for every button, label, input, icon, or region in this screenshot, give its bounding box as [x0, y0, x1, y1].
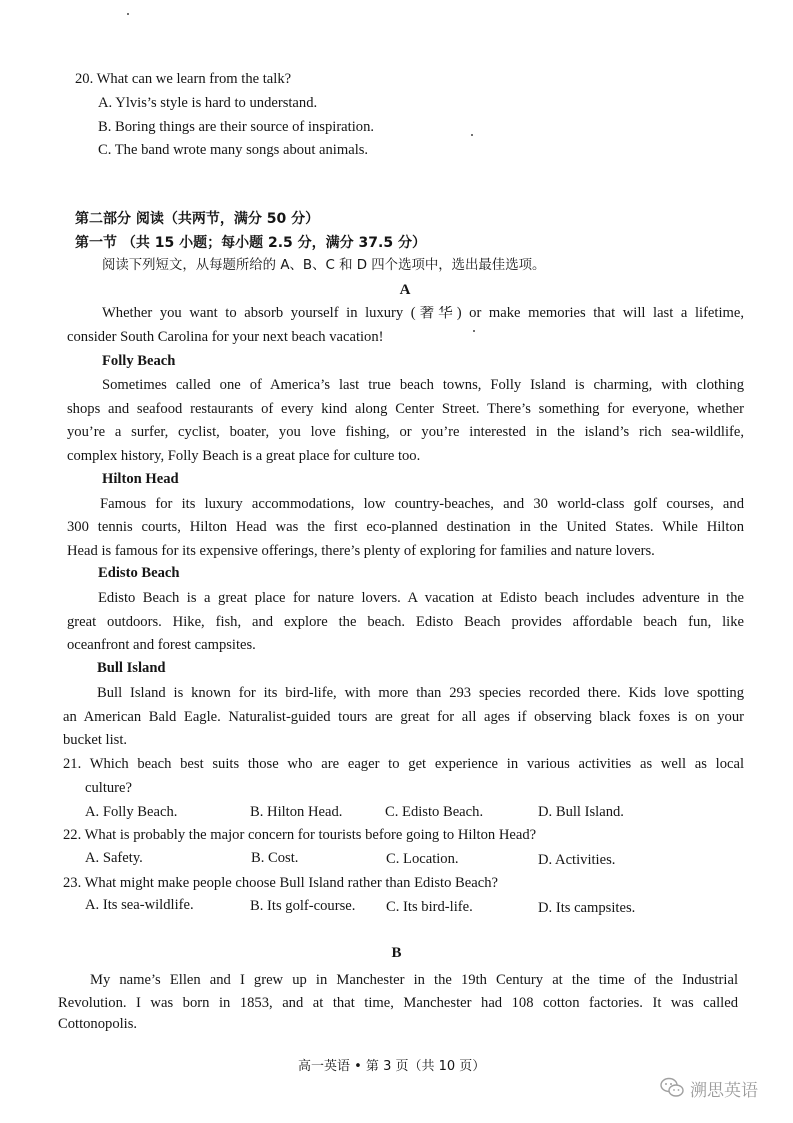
q23-option-b: B. Its golf-course. — [250, 898, 356, 914]
folly-line-3: you’re a surfer, cyclist, boater, you love fishing, or you’re interested in the island’s rich sea-wildlife, — [67, 425, 744, 440]
q22-stem: 22. What is probably the major concern for tourists before going to Hilton Head? — [63, 827, 537, 843]
heading-folly-beach: Folly Beach — [102, 353, 176, 369]
folly-line-2: shops and seafood restaurants of every kind along Center Street. There’s something for everyone, whether — [67, 402, 744, 417]
bull-line-2: an American Bald Eagle. Naturalist-guided tours are great for all ages if observing black foxes is on your — [63, 710, 744, 725]
q22-option-a: A. Safety. — [85, 850, 143, 866]
page-footer: 高一英语 • 第 3 页（共 10 页） — [298, 1059, 486, 1074]
passage-a-letter: A — [399, 282, 411, 298]
passage-a-intro-1: Whether you want to absorb yourself in luxury (奢华) or make memories that will last a lifetime, — [102, 306, 744, 321]
q20-option-c: C. The band wrote many songs about animals. — [98, 142, 369, 158]
q22-option-c: C. Location. — [386, 851, 459, 867]
hilton-line-2: 300 tennis courts, Hilton Head was the first eco-planned destination in the United States. While Hilton — [67, 520, 744, 535]
passage-b-letter: B — [391, 945, 402, 961]
q21-stem-1: 21. Which beach best suits those who are eager to get experience in various activities as well as local — [63, 757, 744, 772]
q20-option-a: A. Ylvis’s style is hard to understand. — [98, 95, 318, 111]
scan-speck — [471, 134, 473, 136]
hilton-line-3: Head is famous for its expensive offerings, there’s plenty of exploring for families and nature lovers. — [67, 543, 655, 559]
bull-line-1: Bull Island is known for its bird-life, with more than 293 species recorded there. Kids love spotting — [97, 686, 744, 701]
scan-speck — [127, 13, 129, 15]
scan-speck — [473, 330, 475, 332]
bull-line-3: bucket list. — [63, 732, 128, 748]
folly-line-1: Sometimes called one of America’s last true beach towns, Folly Island is charming, with clothing — [102, 378, 744, 393]
q22-option-d: D. Activities. — [538, 852, 616, 868]
passage-b-line-1: My name’s Ellen and I grew up in Manchester in the 19th Century at the time of the Industrial — [90, 973, 738, 988]
q23-option-a: A. Its sea-wildlife. — [85, 897, 194, 913]
q20-option-b: B. Boring things are their source of inspiration. — [98, 119, 375, 135]
q23-stem: 23. What might make people choose Bull Island rather than Edisto Beach? — [63, 875, 498, 891]
watermark-text: 溯思英语 — [690, 1080, 758, 1101]
wechat-bubble-icon — [660, 1077, 684, 1099]
watermark — [660, 1075, 758, 1101]
passage-a-intro-2: consider South Carolina for your next beach vacation! — [67, 329, 384, 345]
q21-stem-2: culture? — [85, 780, 132, 796]
part2-instruction: 阅读下列短文，从每题所给的 A、B、C 和 D 四个选项中，选出最佳选项。 — [102, 258, 546, 273]
q21-option-d: D. Bull Island. — [538, 804, 624, 820]
edisto-line-2: great outdoors. Hike, fish, and explore the beach. Edisto Beach provides affordable beach fun, like — [67, 615, 744, 630]
q20-stem: 20. What can we learn from the talk? — [75, 71, 292, 87]
q21-option-b: B. Hilton Head. — [250, 804, 343, 820]
heading-hilton-head: Hilton Head — [102, 471, 179, 487]
q23-option-c: C. Its bird-life. — [386, 899, 473, 915]
part2-section1: 第一节 （共 15 小题；每小题 2.5 分，满分 37.5 分） — [75, 235, 426, 251]
edisto-line-1: Edisto Beach is a great place for nature lovers. A vacation at Edisto beach includes adventure in the — [98, 591, 744, 606]
passage-b-line-3: Cottonopolis. — [58, 1016, 138, 1032]
edisto-line-3: oceanfront and forest campsites. — [67, 637, 256, 653]
q21-option-c: C. Edisto Beach. — [385, 804, 484, 820]
heading-bull-island: Bull Island — [97, 660, 166, 676]
q22-option-b: B. Cost. — [251, 850, 299, 866]
heading-edisto-beach: Edisto Beach — [98, 565, 180, 581]
folly-line-4: complex history, Folly Beach is a great place for culture too. — [67, 448, 421, 464]
hilton-line-1: Famous for its luxury accommodations, low country-beaches, and 30 world-class golf courses, and — [100, 497, 744, 512]
part2-title: 第二部分 阅读（共两节，满分 50 分） — [75, 211, 320, 227]
q21-option-a: A. Folly Beach. — [85, 804, 178, 820]
passage-b-line-2: Revolution. I was born in 1853, and at that time, Manchester had 108 cotton factories. It was called — [58, 996, 738, 1011]
q23-option-d: D. Its campsites. — [538, 900, 636, 916]
